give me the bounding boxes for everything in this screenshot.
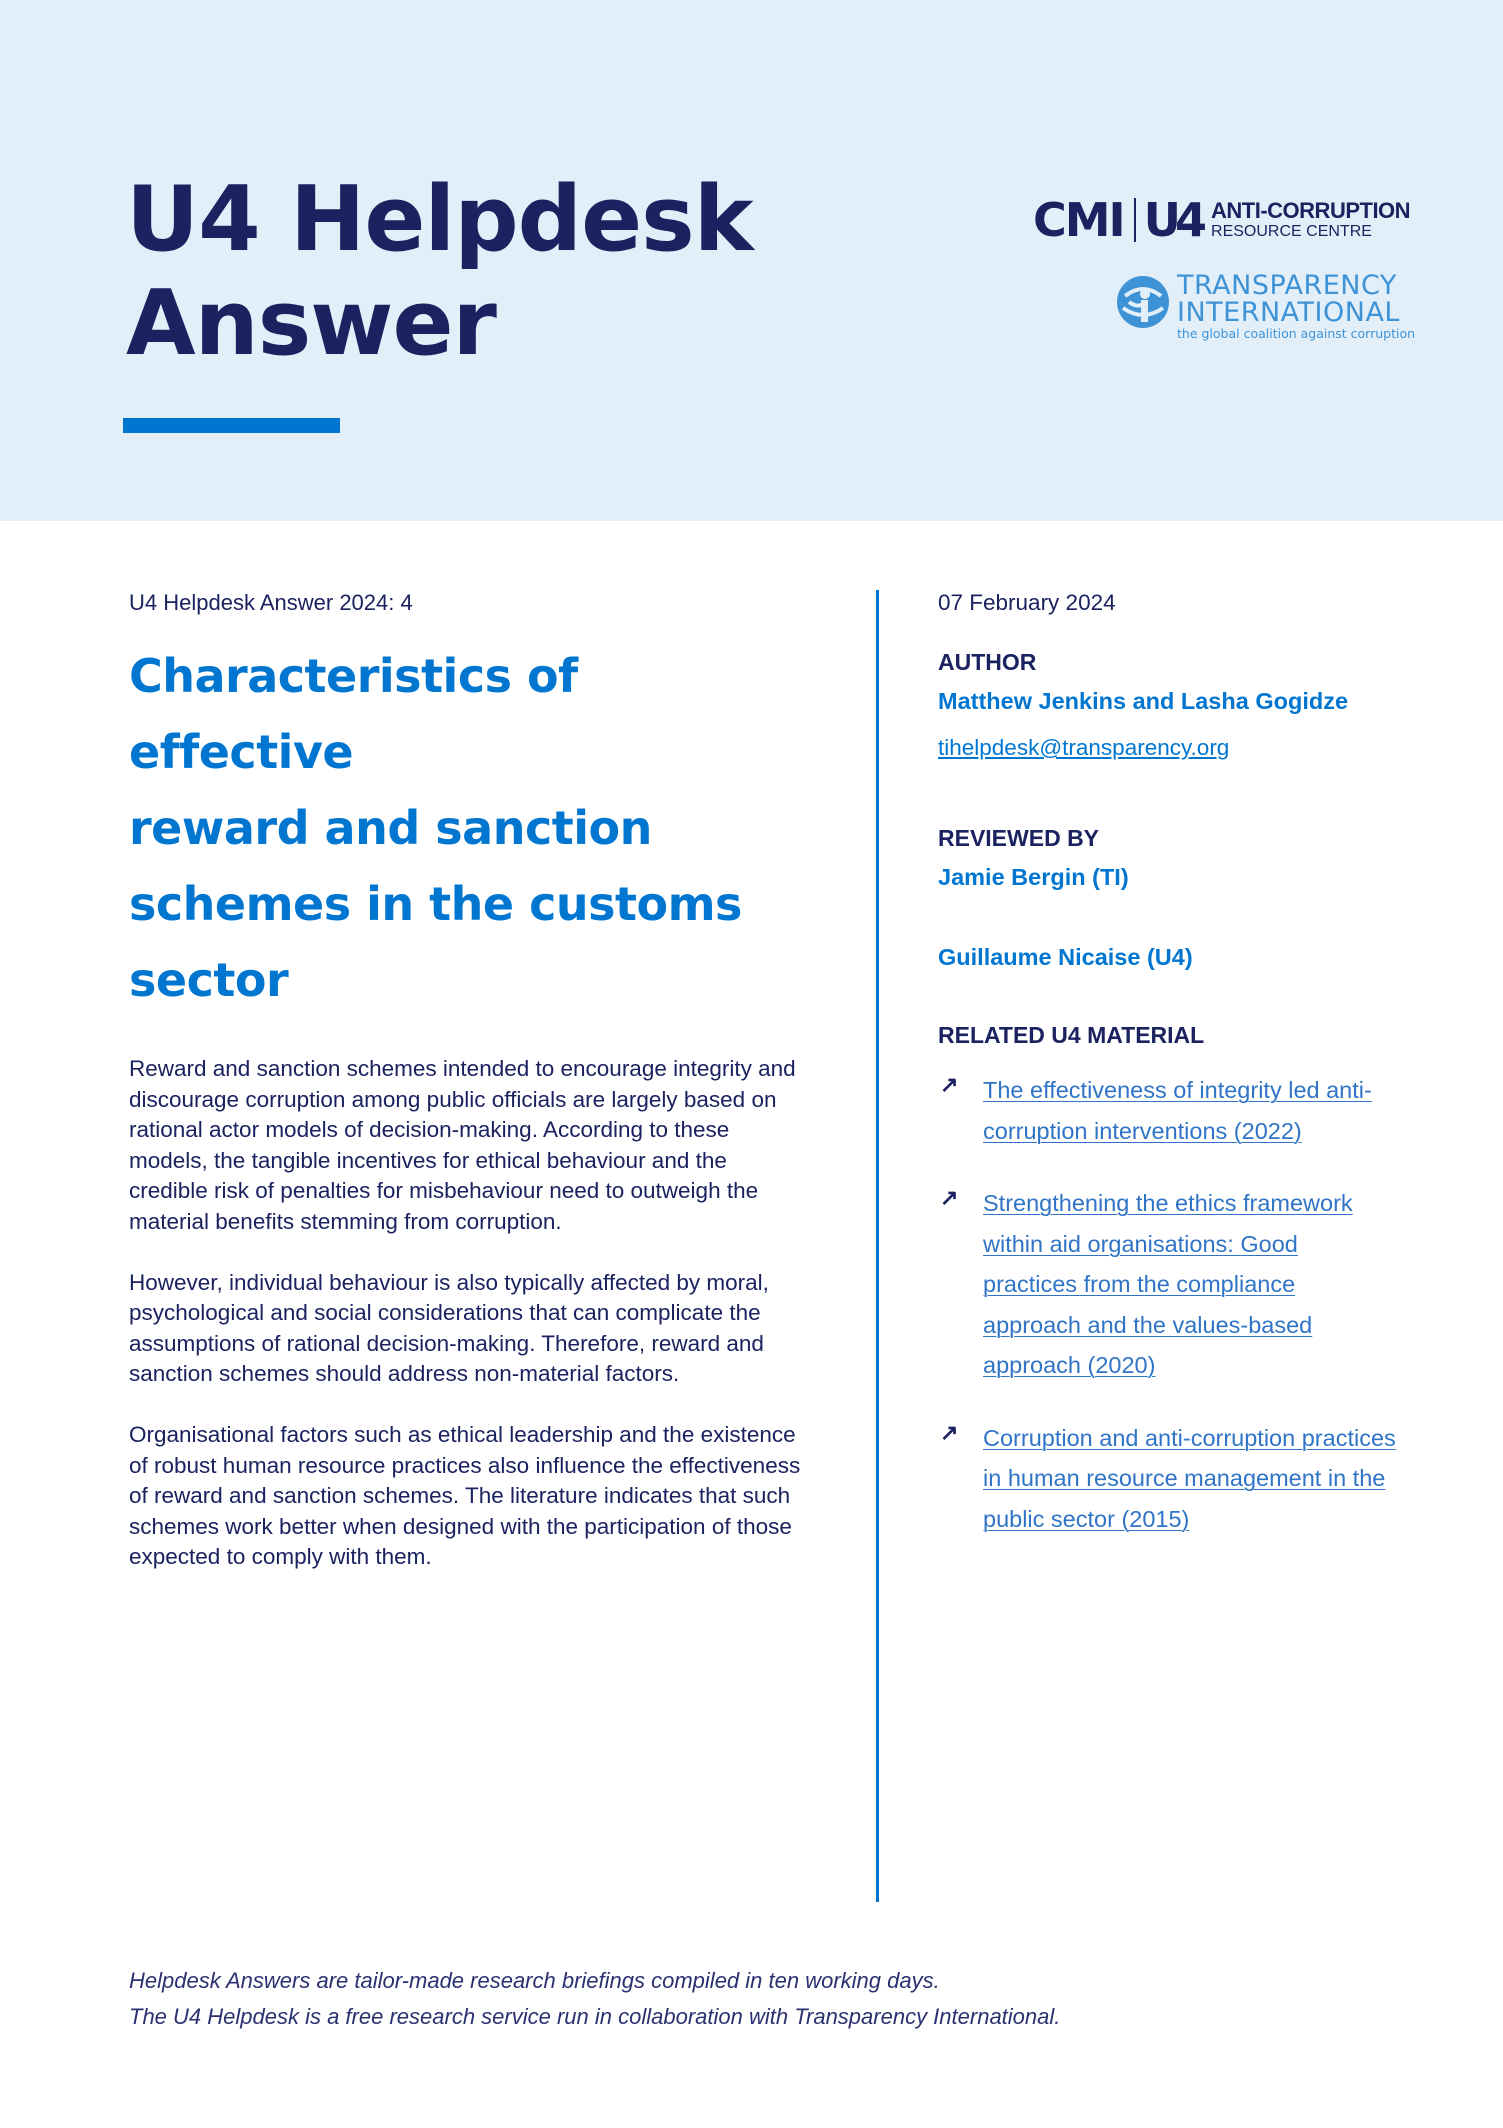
related-link[interactable]: Corruption and anti-corruption practices in human resource management in the public sector (2015) bbox=[983, 1424, 1396, 1532]
summary-paragraph: Organisational factors such as ethical leadership and the existence of robust human resource practices also influence the effectiveness of reward and sanction schemes. The literature indicates that such schemes work better when designed with the participation of those expected to comply with them. bbox=[129, 1422, 801, 1569]
summary-paragraph: Reward and sanction schemes intended to encourage integrity and discourage corruption among public officials are largely based on rational actor models of decision-making. According to these models, the tangible incentives for ethical behaviour and the credible risk of penalties for misbehaviour need to outweigh the material benefits stemming from corruption. bbox=[129, 1056, 796, 1234]
title-line-1: U4 Helpdesk bbox=[126, 167, 753, 272]
document-title-line: reward and sanction bbox=[129, 801, 652, 855]
reviewer-name: Jamie Bergin (TI) bbox=[938, 864, 1129, 890]
footer-line-2: The U4 Helpdesk is a free research service run in collaboration with Transparency International. bbox=[129, 2004, 1061, 2029]
related-item bbox=[938, 1070, 1398, 1151]
related-link[interactable]: The effectiveness of integrity led anti-corruption interventions (2022) bbox=[983, 1077, 1372, 1144]
series-label: U4 Helpdesk Answer 2024: 4 bbox=[129, 590, 413, 615]
external-arrow-icon: ↗ bbox=[940, 1419, 959, 1445]
external-arrow-icon: ↗ bbox=[940, 1072, 959, 1097]
u4-name-line1: ANTI-CORRUPTION bbox=[1211, 198, 1411, 223]
reviewed-by-heading: REVIEWED BY bbox=[938, 825, 1100, 851]
ti-globe-icon bbox=[1115, 274, 1171, 330]
transparency-international-logo bbox=[1115, 272, 1415, 341]
author-heading: AUTHOR bbox=[938, 649, 1037, 675]
ti-name-line2: INTERNATIONAL bbox=[1177, 297, 1400, 328]
related-link[interactable]: Strengthening the ethics framework within aid organisations: Good practices from the compliance approach and the values-based approach (2020) bbox=[983, 1190, 1353, 1378]
footer-line-1: Helpdesk Answers are tailor-made research briefings compiled in ten working days. bbox=[129, 1968, 940, 1993]
title-line-2: Answer bbox=[126, 271, 496, 376]
u4-name-line2: RESOURCE CENTRE bbox=[1211, 223, 1372, 240]
related-material-list bbox=[938, 1070, 1398, 1539]
ti-tagline: the global coalition against corruption bbox=[1177, 326, 1416, 341]
external-arrow-icon: ↗ bbox=[940, 1185, 959, 1210]
summary bbox=[129, 1054, 809, 1573]
ti-name-line1: TRANSPARENCY bbox=[1177, 270, 1397, 301]
document-title bbox=[129, 638, 809, 1018]
u4-logo-mark: U4 bbox=[1143, 193, 1202, 247]
document-title-line: schemes in the customs bbox=[129, 877, 742, 931]
cmi-u4-logo bbox=[1033, 194, 1410, 246]
u4-logo-name bbox=[1211, 200, 1410, 240]
author-names: Matthew Jenkins and Lasha Gogidze bbox=[938, 688, 1349, 714]
reviewer-name: Guillaume Nicaise (U4) bbox=[938, 944, 1193, 970]
sidebar bbox=[938, 588, 1398, 1571]
related-item bbox=[938, 1418, 1398, 1540]
document-title-line: Characteristics of effective bbox=[129, 649, 578, 779]
related-item bbox=[938, 1183, 1398, 1386]
header-banner bbox=[0, 0, 1503, 521]
summary-paragraph: However, individual behaviour is also typically affected by moral, psychological and social considerations that can complicate the assumptions of rational decision-making. Therefore, reward and sanction schemes should address non-material factors. bbox=[129, 1269, 769, 1386]
document-title-line: sector bbox=[129, 953, 289, 1007]
footer-note bbox=[129, 1963, 1329, 2035]
accent-bar bbox=[123, 418, 340, 433]
column-divider bbox=[876, 590, 879, 1902]
related-material-heading: RELATED U4 MATERIAL bbox=[938, 1022, 1205, 1048]
publication-date: 07 February 2024 bbox=[938, 590, 1116, 615]
cmi-logo-text: CMI bbox=[1033, 193, 1124, 247]
logo-separator bbox=[1134, 198, 1136, 242]
publication-type-title bbox=[126, 168, 753, 376]
main-column bbox=[129, 588, 809, 1603]
contact-email-link[interactable]: tihelpdesk@transparency.org bbox=[938, 735, 1230, 760]
